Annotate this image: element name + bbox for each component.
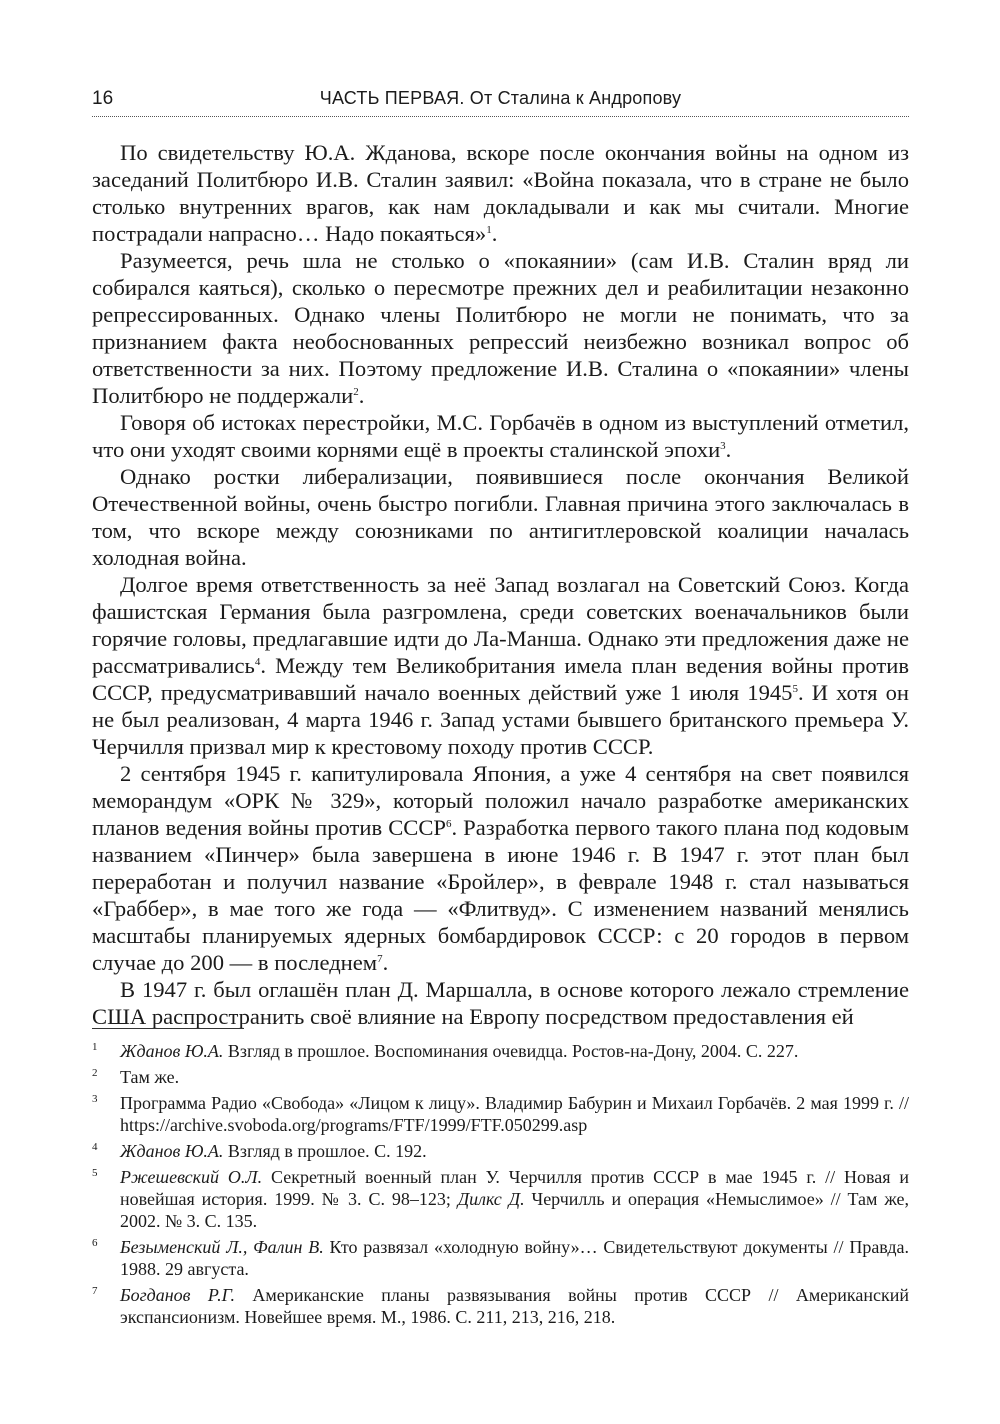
footnote-number: 2 [92, 1067, 98, 1079]
footnote [92, 1092, 909, 1136]
footnote: 1 Жданов Ю.А. Взгляд в прошлое. Воспоминания очевидца. Ростов-на-Дону, 2004. С. 227. [92, 1040, 909, 1062]
footnote-ref[interactable]: 7 [377, 953, 383, 965]
footnote-ref[interactable]: 5 [792, 683, 798, 695]
footnote-ref[interactable]: 4 [254, 656, 261, 668]
running-title: ЧАСТЬ ПЕРВАЯ. От Сталина к Андропову [319, 88, 682, 108]
footnote: 5 Ржешевский О.Л. Секретный военный план У. Черчилля против СССР в мае 1945 г. // Новая и новейшая история. 1999. № 3. С. 98–123; Дилкс Д. Черчилль и операция «Немыслимое» // Там же, 2002. № 3. С. 135. [92, 1166, 909, 1232]
footnote-link-text[interactable]: Программа Радио «Свобода» «Лицом к лицу». Владимир Бабурин и Михаил Горбачёв. 2 мая 1999 г. // https://archive.svoboda.org/programs/FTF/1999/FTF.050299.asp [120, 1093, 909, 1135]
paragraph: 2 сентября 1945 г. капитулировала Япония, а уже 4 сентября на свет появился меморандум «ОРК № 329», который положил начало разработке американских планов ведения войны против СССР$^6$. Разработка первого такого плана под кодовым названием «Пинчер» была завершена в июне 1946 г. В 1947 г. этот план был переработан и получил название «Бройлер», в феврале 1948 г. стал называться «Граббер», в мае того же года — «Флитвуд». С изменением названий менялись масштабы планируемых ядерных бомбардировок СССР: с 20 городов в первом случае до 200 — в последнем$^7$. [92, 761, 909, 975]
footnote-separator [92, 1028, 244, 1029]
paragraph: По свидетельству Ю.А. Жданова, вскоре после окончания войны на одном из заседаний Политбюро И.В. Сталин заявил: «Война показала, что в стране не было столько внутренних врагов, как нам докладывали и как мы считали. Многие пострадали напрасно… Надо покаяться»$^1$. [92, 140, 909, 246]
footnotes [92, 1040, 909, 1332]
footnote-number: 3 [92, 1093, 98, 1105]
footnote-number: 4 [92, 1141, 98, 1153]
footnote-number: 6 [92, 1237, 98, 1249]
footnote-number: 7 [92, 1285, 98, 1297]
footnote-number: 5 [92, 1167, 98, 1179]
footnote: 4 Жданов Ю.А. Взгляд в прошлое. С. 192. [92, 1140, 909, 1162]
paragraph: В 1947 г. был оглашён план Д. Маршалла, в основе которого лежало стремление США распространить своё влияние на Европу посредством предоставления ей [92, 977, 909, 1029]
page-number: 16 [92, 88, 114, 109]
footnote-number: 1 [92, 1041, 98, 1053]
footnote: 7 Богданов Р.Г. Американские планы развязывания войны против СССР // Американский экспансионизм. Новейшее время. М., 1986. С. 211, 213, 216, 218. [92, 1284, 909, 1328]
footnote: 2 Там же. [92, 1066, 909, 1088]
footnote-ref[interactable]: 2 [353, 386, 359, 398]
footnote: 6 Безыменский Л., Фалин В. Кто развязал «холодную войну»… Свидетельствуют документы // Правда. 1988. 29 августа. [92, 1236, 909, 1280]
paragraph: Разумеется, речь шла не столько о «покаянии» (сам И.В. Сталин вряд ли собирался каяться), сколько о пересмотре прежних дел и реабилитации незаконно репрессированных. Однако члены Политбюро не могли не понимать, что за признанием факта необоснованных репрессий неизбежно возникал вопрос об ответственности за них. Поэтому предложение И.В. Сталина о «покаянии» члены Политбюро не поддержали$^2$. [92, 248, 909, 408]
paragraph: Долгое время ответственность за неё Запад возлагал на Советский Союз. Когда фашистская Германия была разгромлена, среди советских военачальников были горячие головы, предлагавшие идти до Ла-Манша. Однако эти предложения даже не рассматривались$^4$. Между тем Великобритания имела план ведения войны против СССР, предусматривавший начало военных действий уже 1 июля 1945$^5$. И хотя он не был реализован, 4 марта 1946 г. Запад устами бывшего британского премьера У. Черчилля призвал мир к крестовому походу против СССР. [92, 572, 909, 759]
paragraph: Однако ростки либерализации, появившиеся после окончания Великой Отечественной войны, очень быстро погибли. Главная причина этого заключалась в том, что вскоре между союзниками по антигитлеровской коалиции началась холодная война. [92, 464, 909, 570]
running-header [92, 88, 909, 117]
footnote-ref[interactable]: 1 [486, 224, 492, 236]
body-text [92, 139, 909, 1030]
footnote-ref[interactable]: 6 [445, 818, 452, 830]
footnote-ref[interactable]: 3 [720, 440, 726, 452]
paragraph: Говоря об истоках перестройки, М.С. Горбачёв в одном из выступлений отметил, что они уходят своими корнями ещё в проекты сталинской эпохи$^3$. [92, 410, 909, 462]
